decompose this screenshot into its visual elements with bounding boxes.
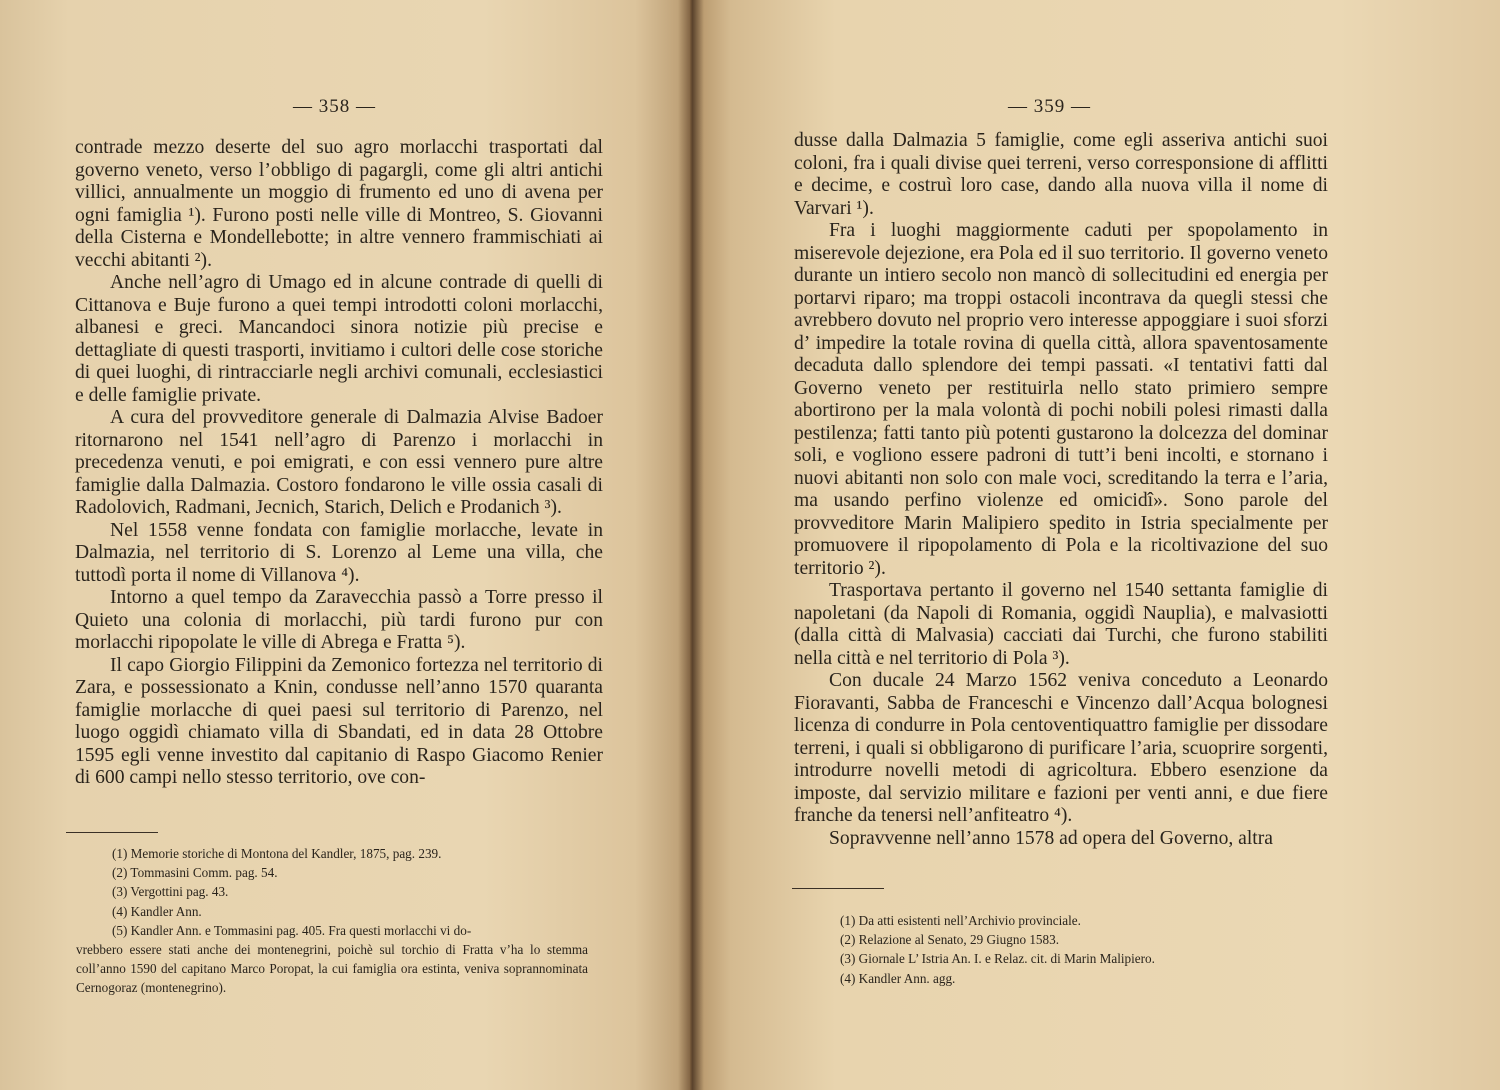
footnote: (2) Tommasini Comm. pag. 54. (112, 865, 278, 881)
footnote-divider (792, 888, 884, 889)
page-number: — 358 — (293, 96, 376, 117)
paragraph: A cura del provveditore generale di Dalmazia Alvise Badoer ritornarono nel 1541 nell’agro di Parenzo i morlacchi in precedenza venuti, e poi emigrati, e con essi vennero pure altre famiglie dalla Dalmazia. Costoro fondarono le ville ossia casali di Radolovich, Radmani, Jecnich, Starich, Delich e Prodanich ³). (75, 407, 603, 518)
footnote: (5) Kandler Ann. e Tommasini pag. 405. Fra questi morlacchi vi do- (112, 922, 472, 938)
footnote: (3) Giornale L’ Istria An. I. e Relaz. cit. di Marin Malipiero. (840, 951, 1155, 967)
footnotes (840, 911, 1310, 988)
footnote: (4) Kandler Ann. agg. (840, 970, 956, 986)
paragraph: dusse dalla Dalmazia 5 famiglie, come egli asseriva antichi suoi coloni, fra i quali divise quei terreni, verso corresponsione di afflitti e decime, e costruì loro case, dando alla nuova villa il nome di Varvari ¹). (794, 130, 1328, 219)
page-body (794, 130, 1328, 850)
footnote-divider (66, 832, 158, 833)
paragraph: Nel 1558 venne fondata con famiglie morlacche, levate in Dalmazia, nel territorio di S. Lorenzo al Leme una villa, che tuttodì porta il nome di Villanova ⁴). (75, 519, 603, 586)
footnote: (2) Relazione al Senato, 29 Giugno 1583. (840, 932, 1060, 948)
page-body (75, 137, 603, 790)
paragraph: Fra i luoghi maggiormente caduti per spopolamento in miserevole dejezione, era Pola ed il suo territorio. Il governo veneto durante un intiero secolo non mancò di sollecitudini ed energia per portarvi riparo; ma troppi ostacoli incontrava da quegli stessi che avrebbero dovuto nel proprio vero interesse appoggiare i suoi sforzi d’ impedire la totale rovina di quella città, allora spaventosamente decaduta dallo splendore dei tempi passati. «I tentativi fatti dal Governo veneto per restituirla nello stato primiero sempre abortirono per la mala volontà di pochi nobili polesi rimasti dalla pestilenza; fatti tanto più potenti gustarono la dolcezza del dominar soli, e vogliono essere padroni di tutt’i beni incolti, e stornano i nuovi abitanti non solo con male voci, screditando la terra e l’aria, ma usando perfino violenze ed omicidî». Sono parole del provveditore Marin Malipiero spedito in Istria specialmente per promuovere il ripopolamento di Pola e la ricoltivazione del suo territorio ²). (794, 220, 1328, 579)
paragraph: Con ducale 24 Marzo 1562 veniva conceduto a Leonardo Fioravanti, Sabba de Franceschi e Vincenzo dall’Acqua bolognesi licenza di condurre in Pola centoventiquattro famiglie per dissodare terreni, i quali si obbligarono di purificare l’aria, scuoprire sorgenti, introdurre novelli metodi di agricoltura. Ebbero esenzione da imposte, dal servizio militare e fazioni per venti anni, e due fiere franche da tenersi nell’anfiteatro ⁴). (794, 670, 1328, 826)
footnote-continuation: vrebbero essere stati anche dei montenegrini, poichè sul torchio di Fratta v’ha lo stemma coll’anno 1590 del capitano Marco Poropat, la cui famiglia ora estinta, veniva soprannominata Cernogoraz (montenegrino). (76, 942, 588, 996)
book-gutter (678, 0, 704, 1090)
page-number: — 359 — (1008, 96, 1091, 117)
paragraph: Anche nell’agro di Umago ed in alcune contrade di quelli di Cittanova e Buje furono a quei tempi introdotti coloni morlacchi, albanesi e greci. Mancandoci sinora notizie più precise e dettagliate di questi trasporti, invitiamo i cultori delle cose storiche di quei luoghi, di rintracciarle negli archivi comunali, ecclesiastici e delle famiglie private. (75, 272, 603, 406)
paragraph: Trasportava pertanto il governo nel 1540 settanta famiglie di napoletani (da Napoli di Romania, oggidì Nauplia), e malvasiotti (dalla città di Malvasia) cacciati dai Turchi, che furono stabiliti nella città e nel territorio di Pola ³). (794, 580, 1328, 669)
footnote: (3) Vergottini pag. 43. (112, 884, 229, 900)
footnote: (1) Da atti esistenti nell’Archivio provinciale. (840, 913, 1081, 928)
right-page (690, 0, 1500, 1090)
paragraph: contrade mezzo deserte del suo agro morlacchi trasportati dal governo veneto, verso l’obbligo di pagargli, come gli altri antichi villici, annualmente un moggio di frumento ed uno di avena per ogni famiglia ¹). Furono posti nelle ville di Montreo, S. Giovanni della Cisterna e Mondellebotte; in altre vennero frammischiati ai vecchi abitanti ²). (75, 137, 603, 271)
left-page (0, 0, 690, 1090)
footnotes (76, 844, 612, 998)
paragraph: Il capo Giorgio Filippini da Zemonico fortezza nel territorio di Zara, e possessionato a Knin, condusse nell’anno 1570 quaranta famiglie morlacche di quei paesi sul territorio di Parenzo, nel luogo oggidì chiamato villa di Sbandati, ed in data 28 Ottobre 1595 egli venne investito dal capitanio di Raspo Giacomo Renier di 600 campi nello stesso territorio, ove con- (75, 654, 603, 788)
paragraph: Intorno a quel tempo da Zaravecchia passò a Torre presso il Quieto una colonia di morlacchi, più tardi furono pur con morlacchi ripopolate le ville di Abrega e Fratta ⁵). (75, 587, 603, 653)
footnote: (4) Kandler Ann. (112, 903, 202, 919)
footnote: (1) Memorie storiche di Montona del Kandler, 1875, pag. 239. (112, 846, 442, 861)
paragraph: Sopravvenne nell’anno 1578 ad opera del Governo, altra (829, 827, 1273, 849)
